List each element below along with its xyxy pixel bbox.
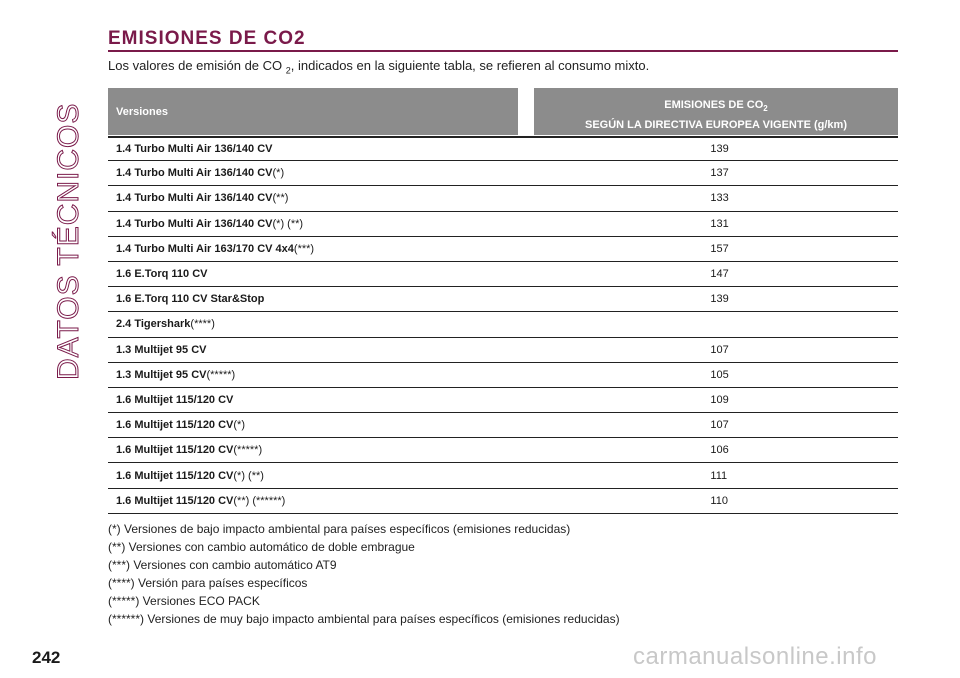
footnote: (***) Versiones con cambio automático AT9	[108, 558, 337, 572]
version-cell	[108, 293, 708, 305]
title-divider	[108, 50, 898, 52]
table-row	[108, 312, 898, 337]
version-name: 1.4 Turbo Multi Air 136/140 CV	[116, 217, 273, 230]
table-row	[108, 438, 898, 463]
version-name: 2.4 Tigershark	[116, 318, 191, 331]
intro-before: Los valores de emisión de CO	[108, 58, 286, 73]
version-name: 1.6 Multijet 115/120 CV	[116, 494, 234, 507]
emission-value: 111	[710, 469, 728, 482]
version-cell	[108, 318, 708, 330]
emission-value: 107	[710, 343, 729, 356]
version-name: 1.3 Multijet 95 CV	[116, 368, 207, 381]
emission-value: 105	[710, 368, 729, 381]
version-name: 1.6 Multijet 115/120 CV	[116, 393, 234, 406]
column-header-versiones: Versiones	[108, 88, 518, 135]
version-note: (*****)	[233, 444, 263, 457]
footnote: (****) Versión para países específicos	[108, 576, 308, 590]
emission-value: 139	[710, 293, 729, 306]
intro-paragraph	[108, 58, 649, 76]
table-row	[108, 136, 898, 161]
version-cell	[108, 344, 708, 356]
emission-value: 133	[710, 192, 729, 205]
table-row	[108, 413, 898, 438]
footnote: (*****) Versiones ECO PACK	[108, 594, 260, 608]
version-name: 1.4 Turbo Multi Air 163/170 CV 4x4	[116, 242, 294, 255]
version-name: 1.3 Multijet 95 CV	[116, 343, 207, 356]
emission-value: 106	[710, 444, 729, 457]
version-cell	[108, 243, 708, 255]
version-name: 1.6 Multijet 115/120 CV	[116, 469, 234, 482]
version-name: 1.6 Multijet 115/120 CV	[116, 419, 234, 432]
version-cell	[108, 419, 708, 431]
version-note: (**)	[272, 192, 289, 205]
version-note: (**) (******)	[233, 494, 286, 507]
table-row	[108, 463, 898, 488]
version-name: 1.4 Turbo Multi Air 136/140 CV	[116, 192, 273, 205]
table-row	[108, 262, 898, 287]
version-cell	[108, 218, 708, 230]
table-row	[108, 237, 898, 262]
table-row	[108, 388, 898, 413]
version-cell	[108, 268, 708, 280]
version-cell	[108, 167, 708, 179]
table-row	[108, 186, 898, 211]
emission-value: 137	[710, 167, 729, 180]
emission-value: 157	[710, 242, 729, 255]
emission-value: 109	[710, 393, 729, 406]
column-header-emisiones	[534, 88, 898, 135]
section-side-label: DATOS TÉCNICOS	[52, 102, 85, 380]
emission-value: 147	[710, 268, 729, 281]
emissions-table	[108, 136, 898, 514]
intro-after: , indicados en la siguiente tabla, se refieren al consumo mixto.	[290, 58, 650, 73]
emisiones-header-line1: EMISIONES DE CO	[664, 99, 764, 111]
version-name: 1.6 E.Torq 110 CV	[116, 268, 208, 281]
version-name: 1.6 E.Torq 110 CV Star&Stop	[116, 293, 265, 306]
watermark: carmanualsonline.info	[633, 643, 877, 670]
version-note: (***)	[293, 242, 315, 255]
table-row	[108, 212, 898, 237]
version-cell	[108, 495, 708, 507]
version-cell	[108, 394, 708, 406]
version-cell	[108, 143, 708, 155]
version-note: (*)	[272, 167, 285, 180]
version-cell	[108, 369, 708, 381]
table-row	[108, 363, 898, 388]
version-note: (****)	[190, 318, 215, 331]
footnote: (**) Versiones con cambio automático de doble embrague	[108, 540, 415, 554]
version-name: 1.4 Turbo Multi Air 136/140 CV	[116, 143, 273, 156]
version-note: (*)	[233, 419, 245, 432]
version-cell	[108, 192, 708, 204]
version-note: (*) (**)	[272, 217, 304, 230]
version-name: 1.4 Turbo Multi Air 136/140 CV	[116, 167, 273, 180]
version-name: 1.6 Multijet 115/120 CV	[116, 444, 234, 457]
table-row	[108, 287, 898, 312]
emission-value: 107	[710, 419, 729, 432]
table-row	[108, 338, 898, 363]
footnotes	[108, 520, 620, 628]
version-cell	[108, 470, 708, 482]
emission-value: 131	[710, 217, 729, 230]
footnote: (******) Versiones de muy bajo impacto ambiental para países específicos (emisiones reducidas)	[108, 612, 620, 626]
page-title: EMISIONES DE CO2	[108, 28, 306, 49]
emission-value: 139	[710, 143, 729, 156]
intro-subscript: 2	[285, 65, 291, 76]
version-note: (*) (**)	[233, 469, 264, 482]
emission-value: 110	[710, 494, 728, 507]
emisiones-header-subscript: 2	[763, 104, 768, 114]
table-row	[108, 489, 898, 514]
footnote: (*) Versiones de bajo impacto ambiental para países específicos (emisiones reducidas)	[108, 522, 571, 536]
version-note: (*****)	[206, 368, 236, 381]
emisiones-header-line2: SEGÚN LA DIRECTIVA EUROPEA VIGENTE (g/km)	[585, 119, 847, 132]
table-row	[108, 161, 898, 186]
version-cell	[108, 444, 708, 456]
page-number: 242	[32, 648, 61, 667]
